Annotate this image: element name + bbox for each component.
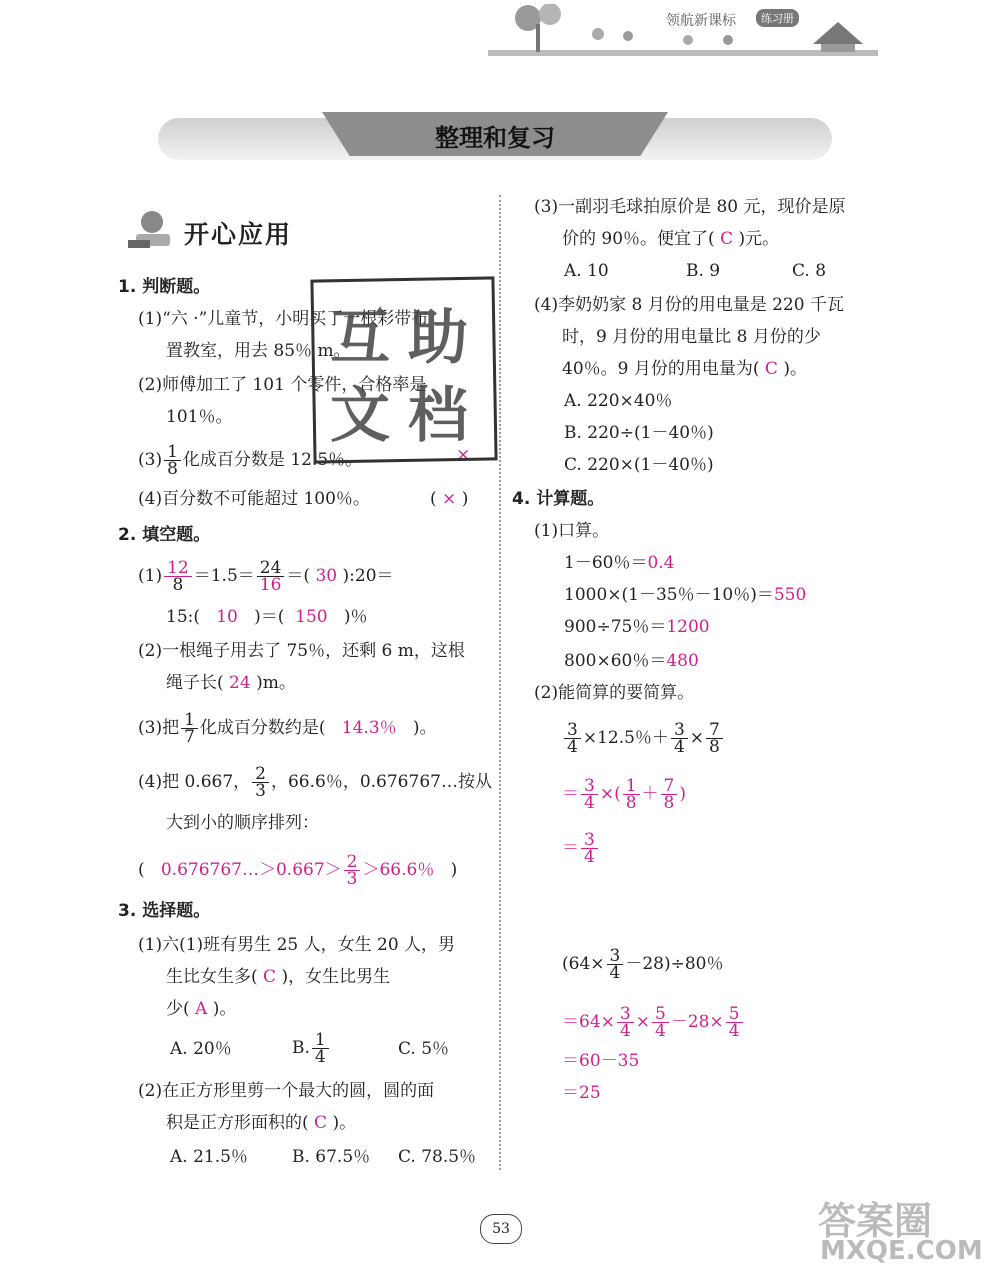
equation-part: )＝( bbox=[254, 607, 285, 627]
q3-item1-option-c: C. 5％ bbox=[398, 1039, 450, 1059]
fraction bbox=[164, 560, 192, 593]
numerator: 1 bbox=[623, 778, 640, 795]
text: 少( bbox=[166, 999, 190, 1019]
denominator: 4 bbox=[609, 963, 621, 983]
fraction bbox=[257, 560, 285, 593]
fraction bbox=[564, 722, 581, 755]
text: ) bbox=[679, 784, 687, 804]
q3-heading: 3. 选择题。 bbox=[118, 901, 211, 921]
text: ＝ bbox=[562, 838, 579, 858]
denominator: 3 bbox=[255, 781, 266, 801]
q4-heading: 4. 计算题。 bbox=[512, 489, 605, 509]
numerator: 3 bbox=[581, 778, 598, 795]
q3-item1-answer2: A bbox=[195, 999, 208, 1019]
calc-question: 800×60％＝ bbox=[564, 651, 667, 671]
fraction bbox=[726, 1006, 743, 1039]
text: －28× bbox=[670, 1012, 724, 1032]
denominator: 8 bbox=[663, 793, 675, 813]
text: (64× bbox=[562, 954, 605, 974]
text: ＝64× bbox=[562, 1012, 615, 1032]
numerator: 2 bbox=[252, 766, 269, 783]
text: 价的 90％。便宜了( bbox=[562, 229, 715, 249]
text: ＝ bbox=[562, 784, 579, 804]
simplify-1-step1 bbox=[562, 778, 686, 811]
q2-item2-line2 bbox=[166, 672, 296, 694]
text: B. bbox=[292, 1038, 310, 1058]
q2-item1-line2 bbox=[166, 606, 367, 628]
q2-item4-line1 bbox=[138, 766, 492, 799]
answer-10: 10 bbox=[216, 607, 238, 627]
q3-item2-option-a: A. 21.5％ bbox=[170, 1147, 248, 1167]
watermark-url: MXQE.COM bbox=[820, 1236, 983, 1266]
q3-item3-option-a: A. 10 bbox=[564, 261, 609, 281]
text: 绳子长( bbox=[166, 673, 224, 693]
fraction bbox=[661, 778, 678, 811]
calc-question: 1000×(1－35％－10％)＝ bbox=[564, 585, 774, 605]
numerator: 1 bbox=[164, 444, 181, 461]
equation-part: )％ bbox=[343, 607, 368, 627]
q3-item4-answer: C bbox=[764, 359, 778, 379]
text: (4)把 0.667， bbox=[138, 772, 251, 792]
text: )m。 bbox=[256, 673, 296, 693]
q3-item2-line2 bbox=[166, 1112, 356, 1134]
simplify-2-step1 bbox=[562, 1006, 745, 1039]
denominator: 4 bbox=[584, 847, 595, 867]
fraction bbox=[344, 854, 361, 887]
section-title: 开心应用 bbox=[184, 220, 293, 249]
column-divider bbox=[499, 195, 501, 1170]
denominator: 4 bbox=[728, 1021, 740, 1041]
q2-item4-line2: 大到小的顺序排列： bbox=[166, 813, 319, 833]
q2-item4-answer-line bbox=[138, 854, 457, 887]
q3-item1-line3 bbox=[166, 998, 236, 1020]
calc-question: 1－60％＝ bbox=[564, 553, 648, 573]
q3-item4-option-c: C. 220×(1－40％) bbox=[564, 455, 714, 475]
fraction bbox=[607, 948, 624, 981]
fraction bbox=[623, 778, 640, 811]
watermark-logo: 答案圈 bbox=[818, 1199, 933, 1243]
q3-item1-answer1: C bbox=[263, 967, 277, 987]
fraction bbox=[671, 722, 688, 755]
text: 生比女生多( bbox=[166, 967, 258, 987]
q2-item4-answer bbox=[160, 852, 435, 889]
q1-item2-line1: (2)师傅加工了 101 个零件，合格率是 bbox=[138, 375, 427, 395]
calc-answer: 480 bbox=[666, 651, 699, 671]
denominator: 3 bbox=[346, 869, 358, 889]
denominator: 4 bbox=[567, 737, 578, 757]
numerator-answer: 12 bbox=[164, 560, 192, 577]
q1-item3-answer: × bbox=[456, 445, 471, 465]
brand-name: 领航新课标 bbox=[666, 13, 736, 29]
simplify-2-expression bbox=[562, 948, 723, 981]
q4-item2-heading: (2)能简算的要简算。 bbox=[534, 683, 695, 703]
page-title: 整理和复习 bbox=[435, 124, 555, 152]
q1-item3-prefix: (3) bbox=[138, 450, 163, 470]
text: × bbox=[635, 1012, 650, 1032]
denominator: 4 bbox=[619, 1021, 631, 1041]
calc-answer: 550 bbox=[773, 585, 807, 605]
denominator-answer: 16 bbox=[259, 575, 282, 595]
q1-heading: 1. 判断题。 bbox=[118, 277, 211, 297]
simplify-2-step2: ＝60－35 bbox=[562, 1051, 640, 1071]
numerator: 2 bbox=[344, 854, 361, 871]
q3-item4-option-b: B. 220÷(1－40％) bbox=[564, 423, 714, 443]
q2-heading: 2. 填空题。 bbox=[118, 525, 211, 545]
text: 40％。9 月份的用电量为( bbox=[562, 359, 760, 379]
text: －28)÷80％ bbox=[625, 954, 724, 974]
q1-item1-line1: (1)“六 ·”儿童节，小明买了一根彩带布 bbox=[138, 309, 429, 329]
denominator: 8 bbox=[172, 575, 184, 595]
fraction bbox=[617, 1006, 634, 1039]
q1-item1-line2: 置教室，用去 85％ m。 bbox=[166, 341, 351, 361]
q2-item3-answer: 14.3％ bbox=[341, 718, 397, 738]
denominator: 8 bbox=[167, 459, 178, 479]
simplify-2-result: ＝25 bbox=[562, 1083, 601, 1103]
q3-item3-option-b: B. 9 bbox=[686, 261, 721, 281]
q1-item4-answer: × bbox=[442, 489, 457, 509]
q2-item2-line1: (2)一根绳子用去了 75％，还剩 6 m，这根 bbox=[138, 641, 465, 661]
calc-2 bbox=[564, 584, 806, 606]
text: )。 bbox=[212, 999, 237, 1019]
equation-part: ＝( bbox=[286, 566, 311, 586]
fraction bbox=[312, 1032, 329, 1065]
fraction bbox=[252, 766, 269, 799]
answer-text: 0.676767…＞0.667＞ bbox=[160, 860, 342, 880]
answer-150: 150 bbox=[295, 607, 328, 627]
q3-item2-line1: (2)在正方形里剪一个最大的圆，圆的面 bbox=[138, 1081, 435, 1101]
q2-item1-line1 bbox=[138, 560, 394, 593]
q3-item1-option-a: A. 20％ bbox=[170, 1039, 232, 1059]
girl-reading-icon bbox=[122, 208, 178, 252]
numerator: 5 bbox=[652, 1006, 669, 1023]
simplify-1-result bbox=[562, 832, 600, 865]
numerator: 3 bbox=[617, 1006, 634, 1023]
calc-4 bbox=[564, 650, 699, 672]
equation-part: ):20＝ bbox=[342, 566, 394, 586]
numerator: 7 bbox=[706, 722, 723, 739]
stamp-char-1: 互 bbox=[330, 303, 390, 373]
numerator: 3 bbox=[581, 832, 598, 849]
denominator: 4 bbox=[584, 793, 595, 813]
numerator: 3 bbox=[671, 722, 688, 739]
q3-item3-line1: (3)一副羽毛球拍原价是 80 元，现价是原 bbox=[534, 197, 846, 217]
paren: ( bbox=[138, 860, 145, 880]
equation-part: 15:( bbox=[166, 607, 200, 627]
q2-item3 bbox=[138, 712, 437, 745]
q3-item1-line1: (1)六(1)班有男生 25 人，女生 20 人，男 bbox=[138, 935, 456, 955]
answer-text: ＞66.6％ bbox=[362, 860, 435, 880]
fraction bbox=[164, 444, 181, 477]
numerator: 1 bbox=[181, 712, 198, 729]
q1-item3-text: 化成百分数是 12.5％。 bbox=[182, 450, 363, 470]
q3-item4-line1: (4)李奶奶家 8 月份的用电量是 220 千瓦 bbox=[534, 295, 844, 315]
numerator: 1 bbox=[312, 1032, 329, 1049]
fraction bbox=[181, 712, 198, 745]
page-number: 53 bbox=[480, 1214, 522, 1244]
numerator: 3 bbox=[564, 722, 581, 739]
fraction bbox=[652, 1006, 669, 1039]
q3-item2-option-b: B. 67.5％ bbox=[292, 1147, 371, 1167]
calc-answer: 1200 bbox=[666, 617, 710, 637]
q4-item1-heading: (1)口算。 bbox=[534, 521, 610, 541]
text: )。 bbox=[332, 1113, 357, 1133]
q3-item4-option-a: A. 220×40％ bbox=[564, 391, 673, 411]
text: )元。 bbox=[738, 229, 780, 249]
denominator: 8 bbox=[709, 737, 720, 757]
stamp-char-2: 助 bbox=[408, 303, 468, 373]
text: ×( bbox=[599, 784, 621, 804]
text: )。 bbox=[783, 359, 807, 379]
q3-item2-answer: C bbox=[314, 1113, 328, 1133]
q3-item4-line2: 时，9 月份的用电量比 8 月份的少 bbox=[562, 327, 821, 347]
text: ×12.5％＋ bbox=[582, 728, 669, 748]
simplify-1-expression bbox=[562, 722, 725, 755]
denominator: 4 bbox=[314, 1047, 326, 1067]
q1-item2-line2: 101％。 bbox=[166, 407, 233, 427]
fraction bbox=[581, 832, 598, 865]
text: 积是正方形面积的( bbox=[166, 1113, 309, 1133]
numerator: 5 bbox=[726, 1006, 743, 1023]
q3-item1-line2 bbox=[166, 966, 390, 988]
q3-item4-line3 bbox=[562, 358, 807, 380]
numerator: 24 bbox=[257, 560, 285, 577]
fraction bbox=[581, 778, 598, 811]
q3-item3-line2 bbox=[562, 228, 779, 250]
text: (3)把 bbox=[138, 718, 180, 738]
calc-3 bbox=[564, 616, 710, 638]
q3-item3-answer: C bbox=[720, 229, 734, 249]
q2-item1-prefix: (1) bbox=[138, 566, 163, 586]
brand-badge: 练习册 bbox=[756, 9, 799, 27]
stamp-char-4: 档 bbox=[408, 381, 468, 451]
denominator: 4 bbox=[654, 1021, 666, 1041]
q2-item2-answer: 24 bbox=[229, 673, 251, 693]
denominator: 7 bbox=[184, 727, 195, 747]
q3-item2-option-c: C. 78.5％ bbox=[398, 1147, 477, 1167]
text: ＋ bbox=[641, 784, 659, 804]
text: )。 bbox=[412, 718, 437, 738]
q3-item3-option-c: C. 8 bbox=[792, 261, 827, 281]
text: )，女生比男生 bbox=[281, 967, 391, 987]
calc-answer: 0.4 bbox=[647, 553, 675, 573]
q3-item1-option-b bbox=[292, 1032, 331, 1065]
answer-30: 30 bbox=[315, 566, 338, 586]
equation-part: ＝1.5＝ bbox=[193, 566, 255, 586]
q1-item4-answer-box: ( × ) bbox=[430, 489, 469, 509]
paren: ) bbox=[450, 860, 458, 880]
text: × bbox=[689, 728, 705, 748]
numerator: 7 bbox=[661, 778, 678, 795]
calc-1 bbox=[564, 552, 675, 574]
denominator: 8 bbox=[625, 793, 637, 813]
q1-item4: (4)百分数不可能超过 100％。 bbox=[138, 489, 370, 509]
text: 化成百分数约是( bbox=[199, 718, 326, 738]
fraction bbox=[706, 722, 723, 755]
calc-question: 900÷75％＝ bbox=[564, 617, 667, 637]
denominator: 4 bbox=[673, 737, 685, 757]
numerator: 3 bbox=[607, 948, 624, 965]
text: ，66.6％，0.676767…按从 bbox=[270, 772, 492, 792]
stamp-char-3: 文 bbox=[330, 381, 390, 451]
